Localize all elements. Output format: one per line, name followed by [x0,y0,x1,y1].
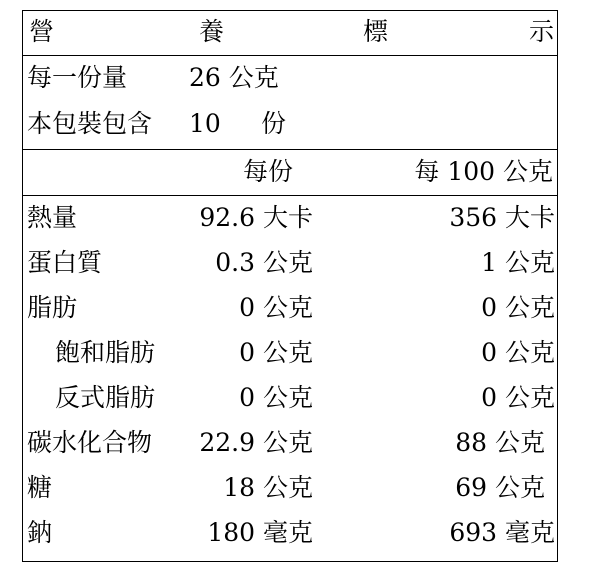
nutrition-label [22,10,558,562]
title-char-2: 養 [199,17,225,46]
nutrient-name: 糖 [27,473,53,502]
nutrient-per-serving: 180 毫克 [207,518,313,547]
nutrient-per-serving: 92.6 大卡 [199,203,313,232]
header-per-serving: 每份 [242,157,293,186]
nutrient-per-100g: 693 毫克 [449,518,555,547]
nutrient-per-100g: 0 公克 [481,383,555,412]
serving-size-value: 26 公克 [189,63,279,92]
nutrient-name: 碳水化合物 [27,428,153,457]
nutrient-per-100g: 1 公克 [481,248,555,277]
nutrient-per-serving: 22.9 公克 [199,428,313,457]
serving-count-unit: 份 [261,109,287,138]
title-char-4: 示 [529,17,555,46]
nutrient-per-100g: 0 公克 [481,338,555,367]
nutrient-name: 鈉 [27,518,53,547]
divider [23,55,557,56]
nutrient-per-100g: 356 大卡 [449,203,555,232]
serving-count-label: 本包裝包含 [27,109,153,138]
divider [23,149,557,150]
serving-count-value: 10 [189,109,221,138]
nutrient-name: 飽和脂肪 [55,338,156,367]
divider [23,195,557,196]
nutrient-name: 反式脂肪 [55,383,156,412]
serving-size-label: 每一份量 [27,63,128,92]
nutrient-name: 蛋白質 [27,248,103,277]
header-per-100g: 每 100 公克 [414,157,553,186]
nutrient-name: 脂肪 [27,293,78,322]
nutrient-per-serving: 0 公克 [239,383,313,412]
nutrient-name: 熱量 [27,203,78,232]
title-char-3: 標 [363,17,389,46]
nutrient-per-serving: 0 公克 [239,293,313,322]
title-char-1: 營 [29,17,55,46]
nutrient-per-100g: 69 公克 [455,473,545,502]
nutrient-per-100g: 88 公克 [455,428,545,457]
nutrient-per-serving: 0 公克 [239,338,313,367]
nutrient-per-serving: 18 公克 [223,473,313,502]
nutrient-per-serving: 0.3 公克 [215,248,313,277]
nutrient-per-100g: 0 公克 [481,293,555,322]
